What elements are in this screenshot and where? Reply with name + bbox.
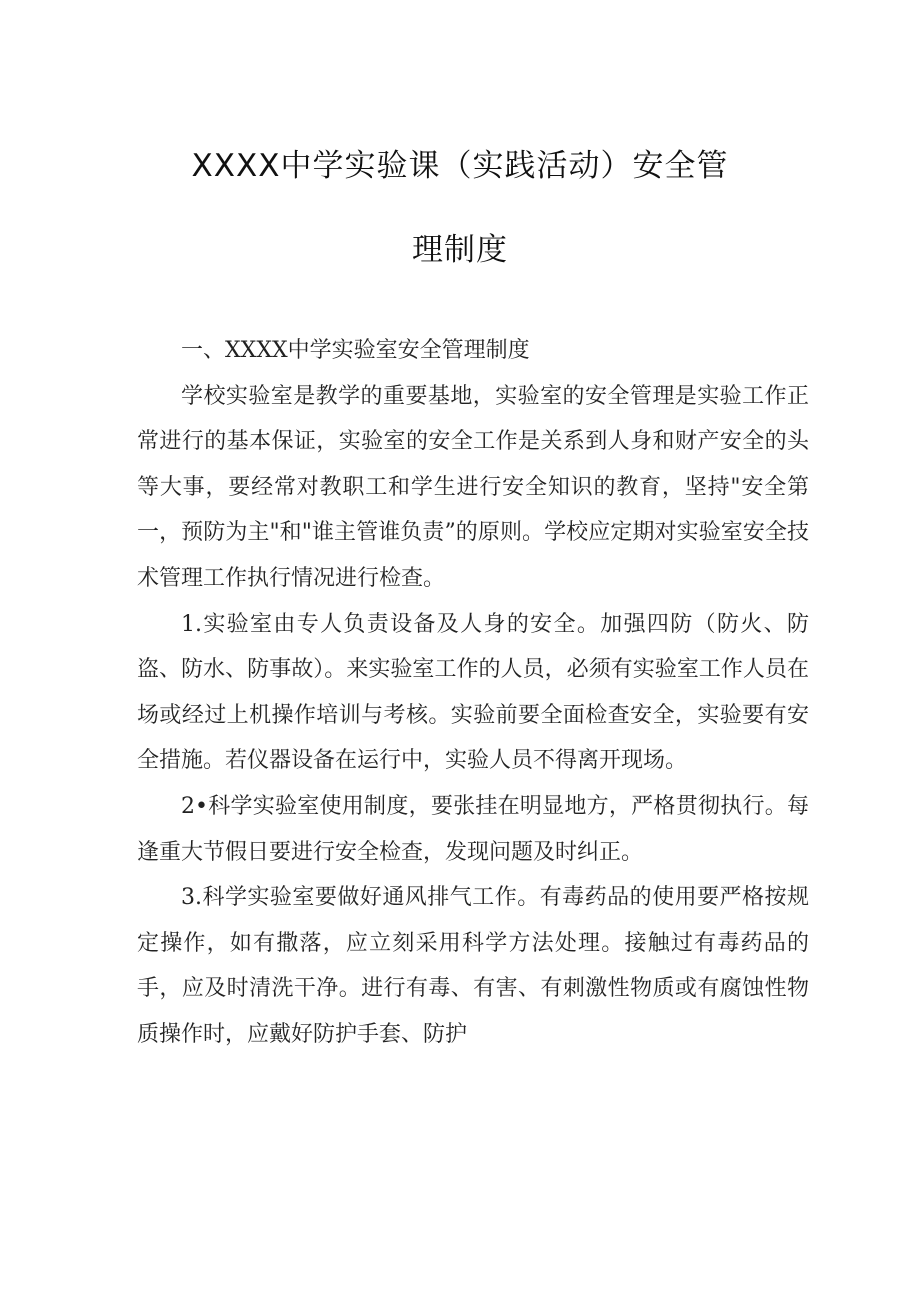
document-title-line-1: XXXX中学实验课（实践活动）安全管 [191,148,729,184]
document-body [137,328,809,1058]
section-heading: 一、XXXX中学实验室安全管理制度 [181,338,530,363]
rule-paragraph-3: 3.科学实验室要做好通风排气工作。有毒药品的使用要严格按规定操作，如有撒落，应立刻采用科学方法处理。接触过有毒药品的手，应及时清洗干净。进行有毒、有害、有刺激性物质或有腐蚀性物质操作时，应戴好防护手套、防护 [137,885,809,1047]
rule-paragraph-1: 1.实验室由专人负责设备及人身的安全。加强四防（防火、防盗、防水、防事故）。来实验室工作的人员，必须有实验室工作人员在场或经过上机操作培训与考核。实验前要全面检查安全，实验要有安全措施。若仪器设备在运行中，实验人员不得离开现场。 [137,611,809,774]
rule-paragraph-2: 2•科学实验室使用制度，要张挂在明显地方，严格贯彻执行。每逢重大节假日要进行安全检查，发现问题及时纠正。 [137,793,809,865]
document-title-line-2: 理制度 [412,232,508,268]
intro-paragraph: 学校实验室是教学的重要基地，实验室的安全管理是实验工作正常进行的基本保证，实验室的安全工作是关系到人身和财产安全的头等大事，要经常对教职工和学生进行安全知识的教育，坚持"安全第一，预防为主"和"谁主管谁负责”的原则。学校应定期对实验室安全技术管理工作执行情况进行检查。 [137,383,809,591]
